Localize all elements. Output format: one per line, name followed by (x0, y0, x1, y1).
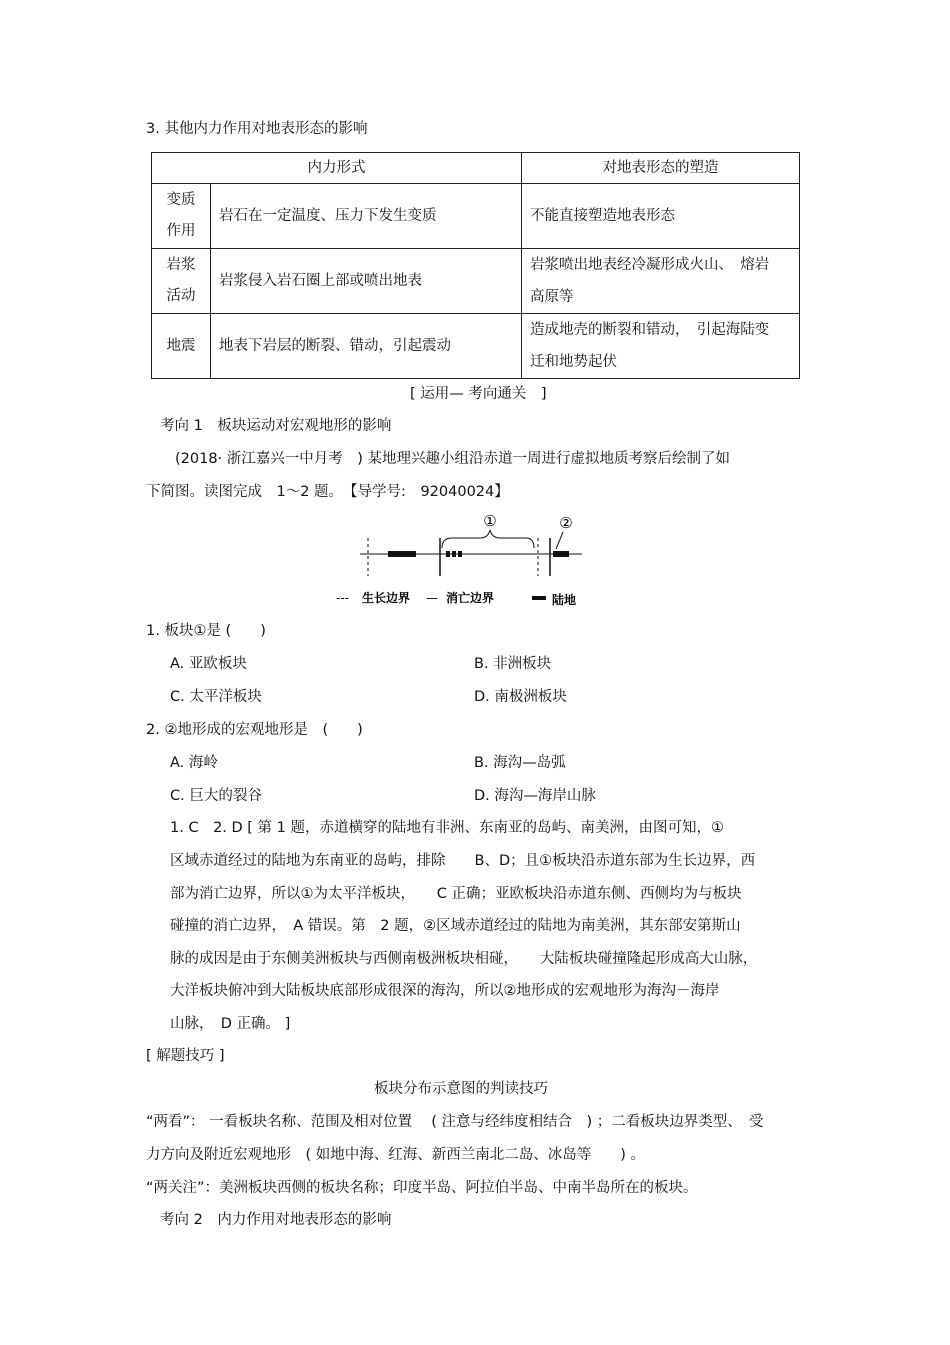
q2-option-d: D. 海沟—海岸山脉 (474, 788, 596, 804)
legend-dash-glyph: --- (336, 591, 349, 605)
tips-line: “两关注”：美洲板块西侧的板块名称；印度半岛、阿拉伯半岛、中南半岛所在的板块。 (146, 1180, 698, 1196)
q2-option-a: A. 海岭 (170, 755, 218, 771)
legend-land-swatch (532, 596, 546, 600)
label-plate1: ① (483, 512, 497, 530)
label-region2: ② (559, 514, 573, 532)
row-process: 地表下岩层的断裂、错动，引起震动 (211, 314, 522, 379)
inner-force-table (151, 152, 800, 379)
tips-header: [ 解题技巧 ] (146, 1048, 225, 1064)
tips-line: 力方向及附近宏观地形 ( 如地中海、红海、新西兰南北二岛、冰岛等 ) 。 (146, 1147, 646, 1163)
kaoxiang1-title: 考向 1 板块运动对宏观地形的影响 (160, 418, 392, 434)
table-row (152, 184, 800, 249)
q1-option-b: B. 非洲板块 (474, 656, 552, 672)
answer-line: 碰撞的消亡边界， A 错误。第 2 题，②区域赤道经过的陆地为南美洲，其东部安第斯山 (170, 918, 741, 934)
intro-line1: (2018· 浙江嘉兴一中月考 ) 某地理兴趣小组沿赤道一周进行虚拟地质考察后绘制了如 (175, 451, 731, 467)
tips-title: 板块分布示意图的判读技巧 (374, 1081, 548, 1097)
table-row (152, 314, 800, 379)
intro-line2: 下简图。读图完成 1～2 题。 【导学号: 92040024】 (146, 484, 509, 500)
table-row (152, 249, 800, 314)
table-header-row (152, 153, 800, 184)
answer-line: 大洋板块俯冲到大陆板块底部形成很深的海沟，所以②地形成的宏观地形为海沟－海岸 (170, 983, 720, 999)
q2-option-c: C. 巨大的裂谷 (170, 788, 262, 804)
header-effect: 对地表形态的塑造 (522, 153, 800, 184)
legend-land: 陆地 (552, 593, 577, 607)
land-island (446, 551, 450, 557)
legend-growth: 生长边界 (362, 591, 411, 605)
row-name: 地震 (152, 314, 211, 379)
legend-subduct: 消亡边界 (446, 591, 495, 605)
row-process: 岩浆侵入岩石圈上部或喷出地表 (211, 249, 522, 314)
q2-stem: 2. ②地形成的宏观地形是 ( ) (146, 722, 363, 738)
tips-line: “两看”： 一看板块名称、范围及相对位置 ( 注意与经纬度相结合 ) ；二看板块边界类型、 受 (146, 1114, 764, 1130)
plate-diagram (336, 512, 600, 612)
q1-stem: 1. 板块①是 ( ) (146, 623, 266, 639)
row-effect: 造成地壳的断裂和错动， 引起海陆变 迁和地势起伏 (522, 314, 800, 379)
land-island (452, 551, 456, 557)
row-process: 岩石在一定温度、压力下发生变质 (211, 184, 522, 249)
apply-header: [ 运用— 考向通关 ] (410, 386, 547, 402)
answer-line: 部为消亡边界，所以①为太平洋板块， C 正确；亚欧板块沿赤道东侧、西侧均为与板块 (170, 886, 742, 902)
answer-line: 1. C 2. D [ 第 1 题，赤道横穿的陆地有非洲、东南亚的岛屿、南美洲，由图可知，① (170, 820, 724, 836)
row-effect: 不能直接塑造地表形态 (522, 184, 800, 249)
header-inner-force: 内力形式 (152, 153, 522, 184)
q1-option-c: C. 太平洋板块 (170, 689, 262, 705)
section3-title: 3. 其他内力作用对地表形态的影响 (146, 121, 368, 137)
q2-option-b: B. 海沟—岛弧 (474, 755, 566, 771)
answer-line: 区域赤道经过的陆地为东南亚的岛屿，排除 B、D；且①板块沿赤道东部为生长边界，西 (170, 853, 756, 869)
answer-line: 脉的成因是由于东侧美洲板块与西侧南极洲板块相碰， 大陆板块碰撞隆起形成高大山脉， (170, 951, 758, 967)
q1-option-a: A. 亚欧板块 (170, 656, 247, 672)
row-name: 岩浆 活动 (152, 249, 211, 314)
row-name: 变质 作用 (152, 184, 211, 249)
answer-line: 山脉， D 正确。 ] (170, 1016, 291, 1032)
legend-line-glyph: — (426, 591, 438, 605)
plate1-brace (442, 530, 534, 548)
land-island (458, 551, 462, 557)
kaoxiang2-title: 考向 2 内力作用对地表形态的影响 (160, 1212, 392, 1228)
label2-pointer (556, 532, 563, 549)
q1-option-d: D. 南极洲板块 (474, 689, 567, 705)
land-block (553, 551, 569, 557)
row-effect: 岩浆喷出地表经冷凝形成火山、 熔岩 高原等 (522, 249, 800, 314)
land-block (388, 551, 416, 557)
